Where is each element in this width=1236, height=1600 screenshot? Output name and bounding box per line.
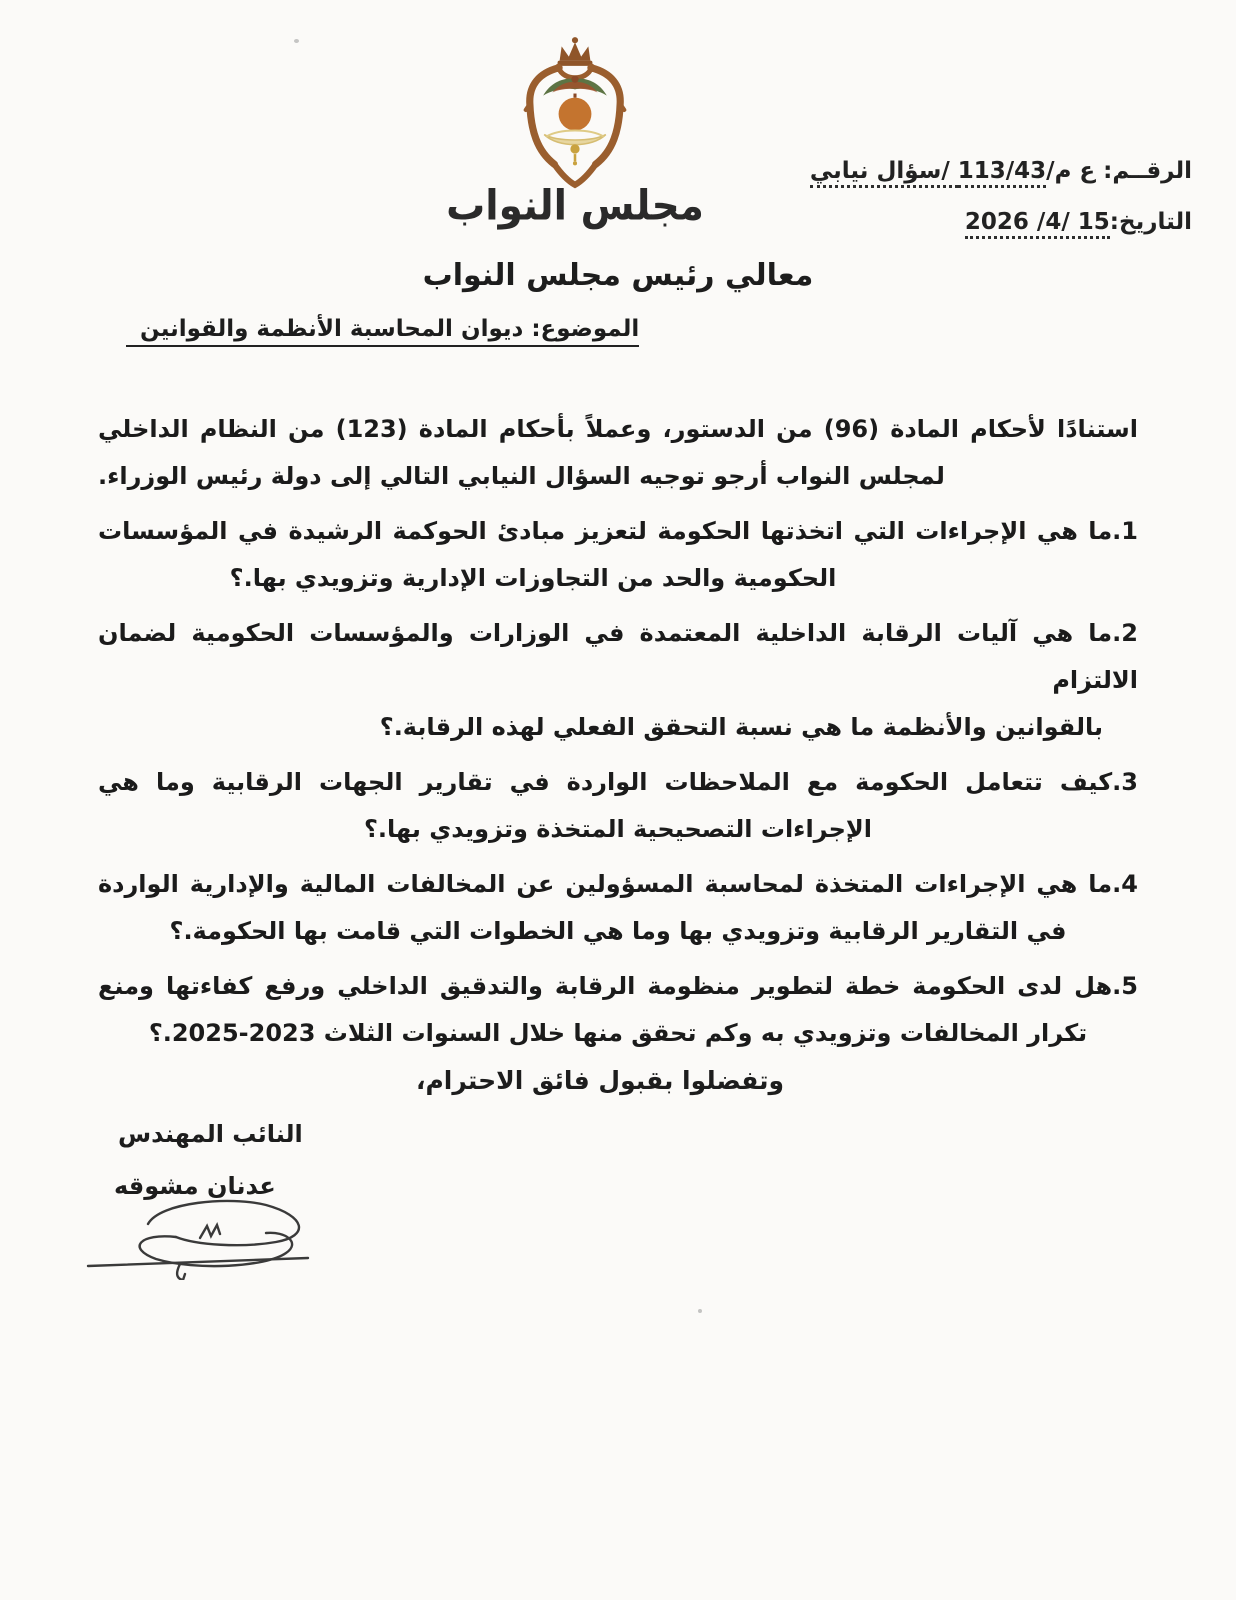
eagle-icon xyxy=(543,76,607,96)
question-2 xyxy=(98,610,1138,751)
handwritten-signature xyxy=(80,1192,345,1280)
subject-line xyxy=(126,316,639,347)
reference-block xyxy=(810,158,1192,235)
date-label: التاريخ: xyxy=(1109,209,1192,235)
question-5 xyxy=(98,963,1138,1057)
signatory-name: عدنان مشوقه xyxy=(114,1172,276,1200)
org-name-calligraphy: مجلس النواب xyxy=(446,182,704,231)
intro-line: لمجلس النواب أرجو توجيه السؤال النيابي التالي إلى دولة رئيس الوزراء. xyxy=(98,462,945,490)
question-line: في التقارير الرقابية وتزويدي بها وما هي الخطوات التي قامت بها الحكومة.؟ xyxy=(169,917,1067,945)
reference-label: الرقــم: ع م/ xyxy=(1046,158,1192,184)
salutation: معالي رئيس مجلس النواب xyxy=(422,258,814,293)
question-line: 2.ما هي آليات الرقابة الداخلية المعتمدة في الوزارات والمؤسسات الحكومية لضمان الالتزام xyxy=(98,619,1138,694)
question-line: 4.ما هي الإجراءات المتخذة لمحاسبة المسؤولين عن المخالفات المالية والإدارية الواردة xyxy=(98,870,1138,898)
question-1 xyxy=(98,508,1138,602)
globe-icon xyxy=(559,98,592,131)
reference-number-line xyxy=(810,158,1192,184)
intro-paragraph xyxy=(98,406,1138,500)
subject-text: الموضوع: ديوان المحاسبة الأنظمة والقوانين xyxy=(126,316,639,347)
question-line: تكرار المخالفات وتزويدي به وكم تحقق منها خلال السنوات الثلاث 2023‏-‏2025.؟ xyxy=(148,1019,1088,1047)
date-line xyxy=(810,209,1192,235)
question-3 xyxy=(98,759,1138,853)
jordan-royal-crest-icon xyxy=(498,34,652,190)
question-line: بالقوانين والأنظمة ما هي نسبة التحقق الفعلي لهذه الرقابة.؟ xyxy=(379,713,1103,741)
question-line: 3.كيف تتعامل الحكومة مع الملاحظات الواردة في تقارير الجهات الرقابية وما هي xyxy=(98,768,1138,796)
question-line: الحكومية والحد من التجاوزات الإدارية وتزويدي بها.؟ xyxy=(229,564,837,592)
question-4 xyxy=(98,861,1138,955)
letter-body xyxy=(98,406,1138,1065)
crown-icon xyxy=(558,37,593,66)
question-line: الإجراءات التصحيحية المتخذة وتزويدي بها.؟ xyxy=(363,815,873,843)
intro-line: استنادًا لأحكام المادة (96) من الدستور، وعملاً بأحكام المادة (123) من النظام الداخلي xyxy=(98,415,1138,443)
question-line: 1.ما هي الإجراءات التي اتخذتها الحكومة لتعزيز مبادئ الحوكمة الرشيدة في المؤسسات xyxy=(98,517,1138,545)
scan-speck xyxy=(294,39,299,43)
signatory-title: النائب المهندس xyxy=(118,1120,303,1148)
closing-phrase: وتفضلوا بقبول فائق الاحترام، xyxy=(415,1066,785,1095)
date-value: 15 /4/ 2026 xyxy=(965,209,1110,239)
scan-speck xyxy=(698,1309,702,1313)
reference-type: /سؤال نيابي xyxy=(810,158,958,188)
reference-number: 113/43 xyxy=(958,158,1046,188)
question-line: 5.هل لدى الحكومة خطة لتطوير منظومة الرقابة والتدقيق الداخلي ورفع كفاءتها ومنع xyxy=(98,972,1138,1000)
